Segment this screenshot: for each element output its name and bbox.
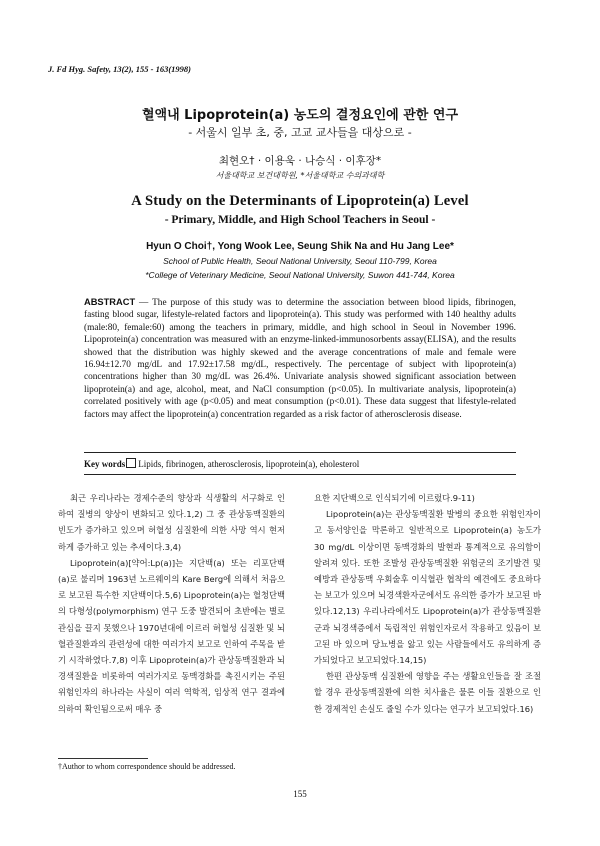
body-column-left [58,490,285,717]
korean-affiliation: 서울대학교 보건대학원, *서울대학교 수의과대학 [215,171,385,180]
english-title: A Study on the Determinants of Lipoprotein(a) Level [131,193,469,209]
body-paragraph: 최근 우리나라는 경제수준의 향상과 식생활의 서구화로 인하여 질병의 양상이 변화되고 있다.1,2) 그 중 관상동맥질환의 빈도가 증가하고 있으며 허혈성 심질환에 의한 사망 역시 현저하게 증가하고 있는 추세이다.3,4) [58,493,285,552]
keywords-bottom-rule [84,474,516,475]
checkbox-glyph [126,458,136,468]
english-affiliation-1: School of Public Health, Seoul National University, Seoul 110-799, Korea [163,256,437,266]
page-number: 155 [293,789,307,799]
body-paragraph: 요한 지단백으로 인식되기에 이르렀다.9-11) [314,493,475,503]
footnote: †Author to whom correspondence should be addressed. [58,762,236,771]
abstract: ABSTRACT — The purpose of this study was to determine the association between blood lipids, fibrinogen, fasting blood sugar, lifestyle-related factors and lipoprotein(a). This study was performed with 140 healthy adults (male:80, female:60) among the teachers in primary, middle, and high school in Seoul in November 1996. Lipoprotein(a) concentration was measured with an enzyme-linked-immunosorbents assay(ELISA), and the results showed that the distribution was highly skewed and the average concentrations of male and female were 16.94±12.70 mg/dL and 17.92±17.58 mg/dL, respectively. The percentage of subject with lipoprotein(a) concentrations higher than 30 mg/dL was 26.4%. Univariate analysis showed significant association between lipoprotein(a) and age, alcohol, meat, and NaCl consumption (p<0.05). In multivariate analysis, lipoprotein(a) correlated positively with age (p<0.05) and meat consumption (p<0.01). These data suggest that lifestyle-related factors may affect the lipoprotein(a) concentration regarded as a risk factor of atherosclerosis disease. [84,297,517,420]
body-paragraph: 한편 관상동맥 심질환에 영향을 주는 생활요인들을 잘 조절할 경우 관상동맥질환에 의한 치사율은 물론 이들 질환으로 인한 경제적인 손실도 줄일 수가 있다는 연구가 보고되었다.16) [314,671,541,714]
body-paragraph: Lipoprotein(a)는 관상동맥질환 발병의 중요한 위험인자이고 동서양인을 막론하고 일반적으로 Lipoprotein(a) 농도가 30 mg/dL 이상이면 동맥경화의 발현과 통계적으로 유의함이 알려져 있다. 또한 조발성 관상동맥질환 위험군의 조기발견 및 예방과 관상동맥 우회술후 이식혈관 협착의 예견에도 중요하다는 보고가 있으며 뇌경색환자군에서도 유의한 증가가 보고된 바 있다.12,13) 우리나라에서도 Lipoprotein(a)가 관상동맥질환군과 뇌경색증에서 독립적인 위험인자로서 작용하고 있음이 보고된 바 있으며 당뇨병을 앓고 있는 사람들에서도 유의하게 증가되었다고 보고되었다.14,15) [314,509,541,666]
abstract-heading: ABSTRACT [84,297,136,307]
keywords-top-rule [84,452,516,453]
body-column-right [314,490,541,717]
footnote-rule [58,758,148,759]
korean-subtitle: - 서울시 일부 초, 중, 고교 교사들을 대상으로 - [188,126,412,139]
english-affiliation-2: *College of Veterinary Medicine, Seoul National University, Suwon 441-744, Korea [145,270,455,280]
keywords-text: Lipids, fibrinogen, atherosclerosis, lipoprotein(a), eholesterol [138,459,360,469]
keywords-heading: Key words [84,459,126,469]
korean-authors: 최현오† · 이용욱 · 나승식 · 이후장* [218,155,382,167]
english-subtitle: - Primary, Middle, and High School Teachers in Seoul - [164,214,436,226]
journal-citation: J. Fd Hyg. Safety, 13(2), 155 - 163(1998) [48,64,191,74]
body-paragraph: Lipoprotein(a)[약어:Lp(a)]는 지단백(a) 또는 리포단백(a)로 불리며 1963년 노르웨이의 Kare Berg에 의해서 처음으로 보고된 특수한 지단백이다.5,6) Lipoprotein(a)는 혈청단백의 다형성(polymorphism) 연구 도중 발견되어 초반에는 별로 관심을 끌지 못했으나 1970년대에 이르러 허혈성 심질환 및 뇌혈관질환과의 관련성에 대한 여러가지 보고로 인하여 주목을 받기 시작하였다.7,8) 이후 Lipoprotein(a)가 관상동맥질환과 뇌경색질환을 비롯하여 여러가지로 동맥경화를 촉진시키는 주된 위험인자의 하나라는 사실이 여러 역학적, 임상적 연구 결과에 의하여 확인됨으로써 매우 중 [58,557,285,714]
keywords-line [84,458,359,469]
abstract-text: The purpose of this study was to determine the association between blood lipids, fibrinogen, fasting blood sugar, lifestyle-related factors and lipoprotein(a). This study was performed with 140 healthy adults (male:80, female:60) among the teachers in primary, middle, and high school in Seoul in November 1996. Lipoprotein(a) concentration was measured with an enzyme-linked-immunosorbents assay(ELISA), and the results showed that the distribution was highly skewed and the average concentrations of male and female were 16.94±12.70 mg/dL and 17.92±17.58 mg/dL, respectively. The percentage of subject with lipoprotein(a) concentrations higher than 30 mg/dL was 26.4%. Univariate analysis showed significant association between lipoprotein(a) and age, alcohol, meat, and NaCl consumption (p<0.05). In multivariate analysis, lipoprotein(a) correlated positively with age (p<0.05) and meat consumption (p<0.01). These data suggest that lifestyle-related factors may affect the lipoprotein(a) concentration regarded as a risk factor of atherosclerosis disease. [84,298,517,420]
english-authors: Hyun O Choi†, Yong Wook Lee, Seung Shik Na and Hu Jang Lee* [146,241,454,252]
korean-title: 혈액내 Lipoprotein(a) 농도의 결정요인에 관한 연구 [141,108,459,123]
